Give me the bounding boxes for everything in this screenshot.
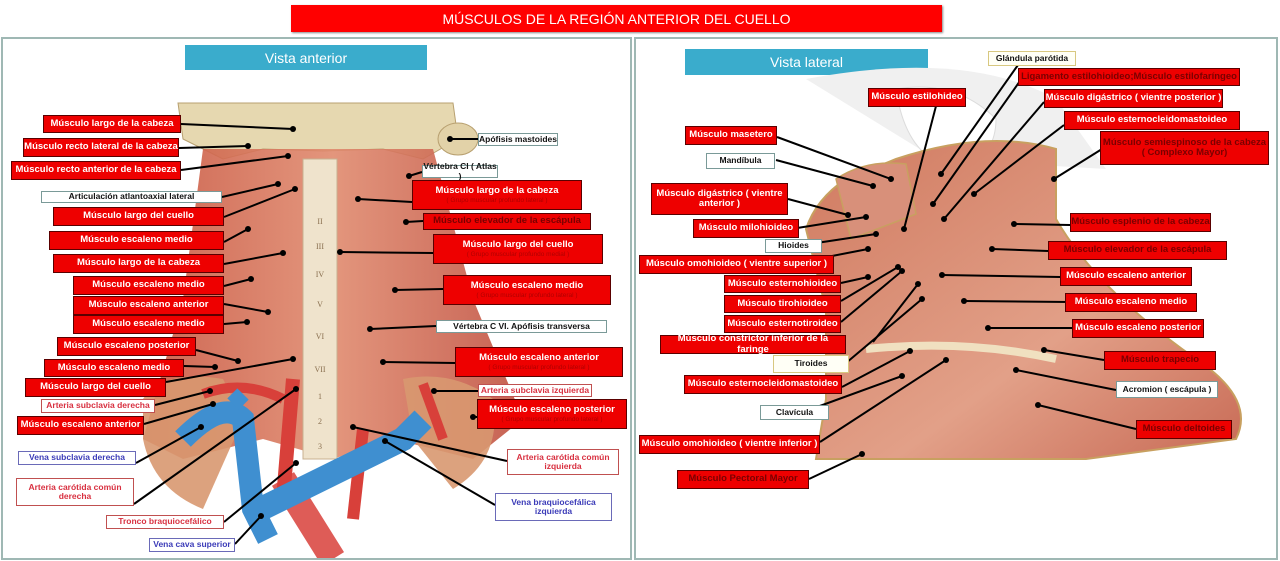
label-hioides: Hioides [765, 239, 822, 253]
label-musculo-trapecio: Músculo trapecio [1104, 351, 1216, 370]
anterior-view-panel [1, 37, 632, 560]
label-musculo-deltoides: Músculo deltoides [1136, 420, 1232, 439]
label-musculo-pectoral-mayor: Músculo Pectoral Mayor [677, 470, 809, 489]
label-musculo-largo-cabeza-lateral [412, 180, 582, 210]
label-musculo-digastrico-vientre-posterior: Músculo digástrico ( vientre posterior ) [1044, 89, 1223, 108]
svg-text:3: 3 [318, 442, 322, 451]
label-vertebra-cvi-apofisis-transversa: Vértebra C VI. Apófisis transversa [436, 320, 607, 333]
label-musculo-largo-cuello-medial [433, 234, 603, 264]
label-text: Músculo escaleno posterior [489, 404, 615, 416]
label-musculo-elevador-escapula-2: Músculo elevador de la escápula [1048, 241, 1227, 260]
svg-text:VII: VII [314, 365, 326, 374]
label-musculo-recto-anterior-cabeza: Músculo recto anterior de la cabeza [11, 161, 181, 180]
label-ligamento-estilohioideo: Ligamento estilohioideo;Músculo estilofaríngeo [1018, 68, 1240, 86]
label-subtext: ( Grupo muscular profundo lateral ) [476, 291, 578, 299]
label-musculo-escaleno-anterior-3: Músculo escaleno anterior [1060, 267, 1192, 286]
label-musculo-esplenio-cabeza: Músculo esplenio de la cabeza [1070, 213, 1211, 232]
label-subtext: ( Grupo muscular profundo medial ) [466, 250, 570, 258]
anterior-view-header: Vista anterior [185, 45, 427, 70]
label-musculo-esternohioideo: Músculo esternohioideo [724, 275, 841, 293]
svg-text:IV: IV [315, 270, 325, 279]
label-clavicula: Clavícula [760, 405, 829, 420]
label-subtext: ( Grupo muscular profundo lateral ) [501, 415, 603, 423]
label-musculo-escaleno-medio-lateral [443, 275, 611, 305]
svg-text:V: V [317, 300, 323, 309]
label-text: Músculo escaleno medio [470, 280, 584, 292]
label-musculo-escaleno-medio-3: Músculo escaleno medio [73, 315, 224, 334]
label-musculo-omohioideo-vientre-inferior: Músculo omohioideo ( vientre inferior ) [639, 435, 820, 454]
svg-text:III: III [316, 242, 324, 251]
label-musculo-masetero: Músculo masetero [685, 126, 777, 145]
svg-text:VI: VI [315, 332, 325, 341]
svg-text:2: 2 [318, 417, 322, 426]
label-musculo-digastrico-vientre-anterior: Músculo digástrico ( vientre anterior ) [651, 183, 788, 215]
label-musculo-escaleno-medio-2: Músculo escaleno medio [73, 276, 224, 295]
label-musculo-largo-cabeza: Músculo largo de la cabeza [43, 115, 181, 133]
label-musculo-recto-lateral-cabeza: Músculo recto lateral de la cabeza [23, 138, 179, 157]
label-musculo-elevador-escapula: Músculo elevador de la escápula [423, 213, 591, 230]
label-tiroides: Tiroides [773, 355, 849, 373]
label-text: Músculo escaleno anterior [479, 352, 599, 364]
lateral-view-header: Vista lateral [685, 49, 928, 75]
label-musculo-largo-cuello: Músculo largo del cuello [53, 207, 224, 226]
label-vena-braquiocefalica-izquierda: Vena braquiocefálica izquierda [495, 493, 612, 521]
label-musculo-escaleno-medio-5: Músculo escaleno medio [1065, 293, 1197, 312]
label-tronco-braquiocefalico: Tronco braquiocefálico [106, 515, 224, 529]
label-musculo-escaleno-anterior: Músculo escaleno anterior [73, 296, 224, 315]
label-glandula-parotida: Glándula parótida [988, 51, 1076, 66]
label-arteria-subclavia-derecha: Arteria subclavia derecha [41, 399, 155, 413]
label-apofisis-mastoides: Apófisis mastoides [478, 133, 558, 146]
label-musculo-largo-cuello-2: Músculo largo del cuello [25, 378, 166, 397]
label-mandibula: Mandíbula [706, 153, 775, 169]
label-musculo-largo-cabeza-2: Músculo largo de la cabeza [53, 254, 224, 273]
label-arteria-carotida-comun-izquierda: Arteria carótida común izquierda [507, 449, 619, 475]
label-musculo-milohioideo: Músculo milohioideo [693, 219, 799, 238]
label-musculo-constrictor-inferior-faringe: Músculo constrictor inferior de la faringe [660, 335, 846, 354]
label-acromion-escapula: Acromion ( escápula ) [1116, 381, 1218, 398]
label-musculo-escaleno-posterior-lateral [477, 399, 627, 429]
label-musculo-escaleno-posterior: Músculo escaleno posterior [57, 337, 196, 356]
label-subtext: ( Grupo muscular profundo lateral ) [446, 196, 548, 204]
label-vena-subclavia-derecha: Vena subclavia derecha [18, 451, 136, 465]
label-musculo-escaleno-medio: Músculo escaleno medio [49, 231, 224, 250]
label-text: Músculo largo del cuello [462, 239, 574, 251]
label-musculo-tirohioideo: Músculo tirohioideo [724, 295, 841, 313]
label-arteria-carotida-comun-derecha: Arteria carótida común derecha [16, 478, 134, 506]
label-musculo-escaleno-anterior-lateral [455, 347, 623, 377]
label-musculo-semiespinoso-cabeza: Músculo semiespinoso de la cabeza ( Complexo Mayor) [1100, 131, 1269, 165]
page-title: MÚSCULOS DE LA REGIÓN ANTERIOR DEL CUELLO [291, 5, 942, 32]
label-musculo-esternocleidomastoideo-2: Músculo esternocleidomastoideo [1064, 111, 1240, 130]
lateral-view-panel [634, 37, 1278, 560]
label-musculo-escaleno-posterior-2: Músculo escaleno posterior [1072, 319, 1204, 338]
svg-text:1: 1 [318, 392, 322, 401]
label-musculo-escaleno-medio-4: Músculo escaleno medio [44, 359, 184, 377]
label-musculo-esternocleidomastoideo: Músculo esternocleidomastoideo [684, 375, 842, 394]
label-musculo-omohioideo-vientre-superior: Músculo omohioideo ( vientre superior ) [639, 255, 834, 274]
label-subtext: ( Grupo muscular profundo lateral ) [488, 363, 590, 371]
label-vena-cava-superior: Vena cava superior [149, 538, 235, 552]
label-musculo-estilohideo: Músculo estilohideo [868, 88, 966, 107]
label-arteria-subclavia-izquierda: Arteria subclavia izquierda [478, 384, 592, 397]
label-vertebra-ci-atlas: Vértebra CI ( Atlas ) [423, 161, 497, 181]
label-musculo-escaleno-anterior-2: Músculo escaleno anterior [17, 416, 144, 435]
label-musculo-esternotiroideo: Músculo esternotiroideo [724, 315, 841, 333]
svg-text:II: II [317, 217, 323, 226]
label-articulacion-atlantoaxial-lateral: Articulación atlantoaxial lateral [41, 191, 222, 203]
label-text: Músculo largo de la cabeza [435, 185, 559, 197]
